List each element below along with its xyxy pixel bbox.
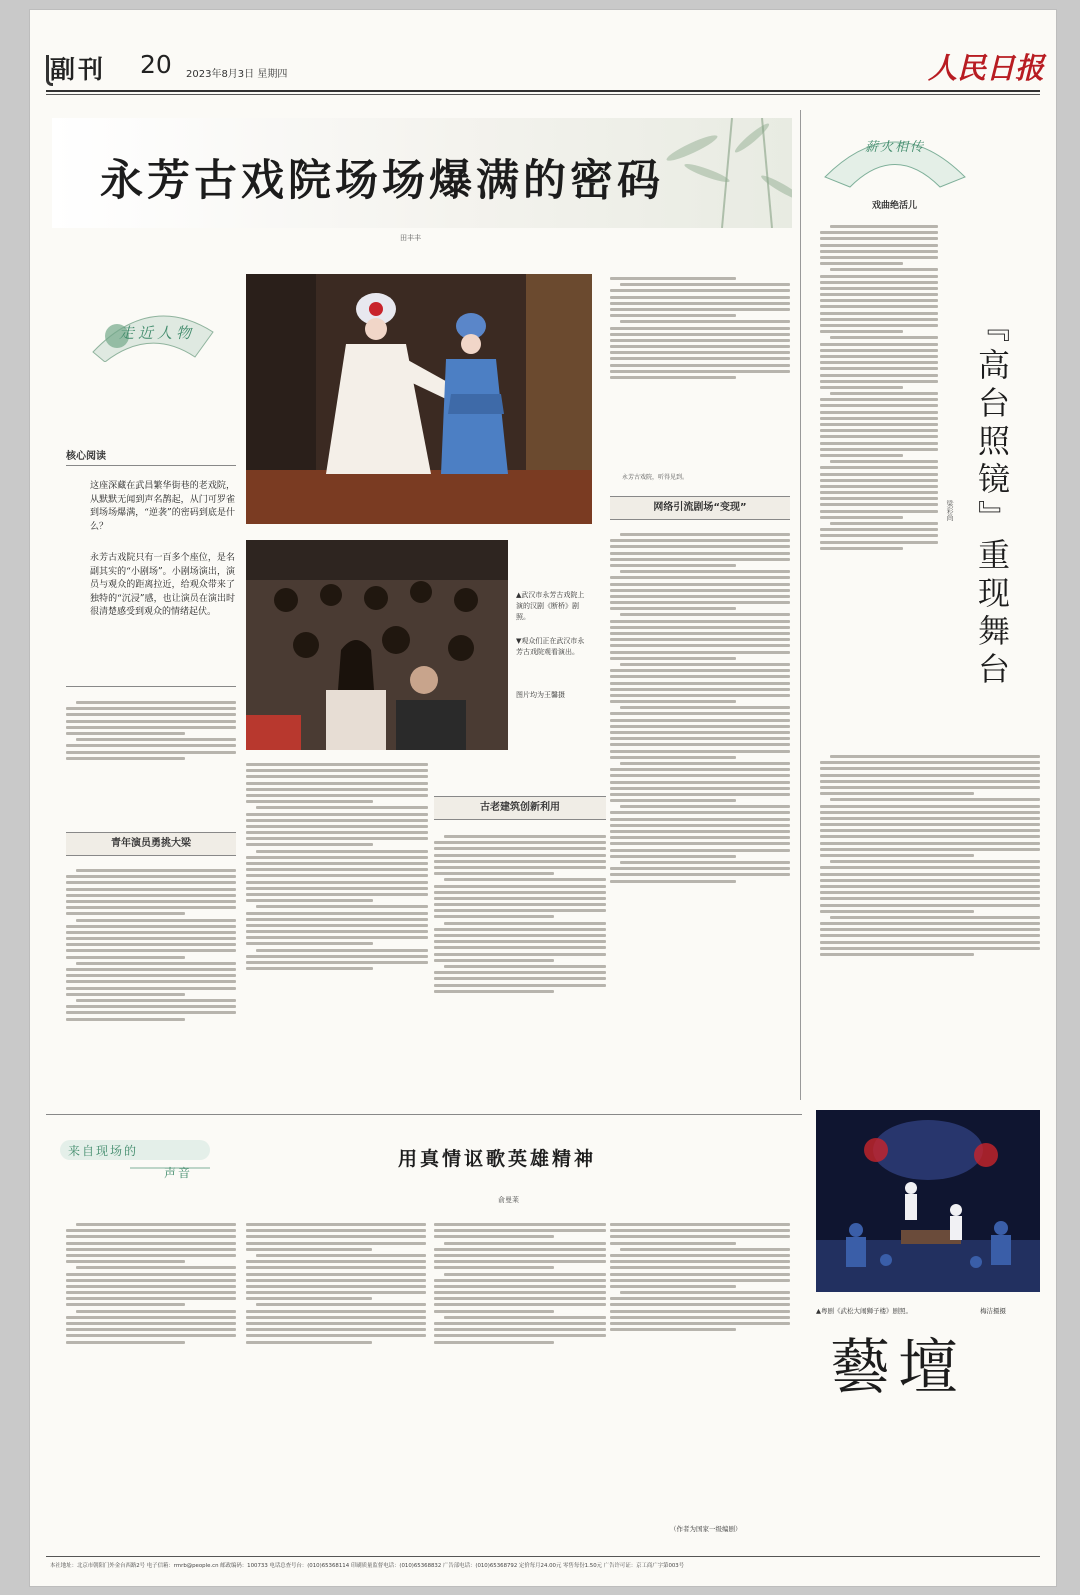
body-column-4-top	[610, 274, 790, 464]
main-title: 永芳古戏院场场爆满的密码	[100, 156, 664, 206]
right-article-author: 梁彩尚	[946, 500, 954, 521]
bottom-column-3	[434, 1220, 606, 1550]
voice-badge-top: 来自现场的	[68, 1144, 139, 1158]
bottom-section-rule	[46, 1114, 802, 1115]
voice-badge-bottom: 声音	[164, 1166, 193, 1180]
page-number: 20	[140, 50, 172, 79]
heritage-fan-icon	[820, 122, 970, 192]
newspaper-page	[30, 10, 1056, 1586]
header-rule	[46, 90, 1040, 92]
right-column-bottom	[820, 752, 1040, 1092]
body-column-left-top	[66, 698, 236, 808]
closing-line: 永芳古戏院，听得见到。	[622, 474, 689, 481]
audience-illustration	[246, 540, 508, 750]
heritage-badge-label: 薪火相传	[864, 140, 925, 155]
issue-date: 2023年8月3日 星期四	[186, 69, 288, 80]
bottom-column-4	[610, 1220, 790, 1520]
subhead-young-actors: 青年演员勇挑大梁	[66, 832, 236, 856]
footer-info: 本社地址：北京市朝阳门外金台西路2号 电子信箱：rmrb@people.cn 邮政编码：100733 电话总查号台：(010)65368114 印刷质量监督电话：(010)65368832 广告部电话：(010)65368792 定价每月24.00元 零售每份1.50元 广告许可证：京工商广字第003号	[50, 1563, 685, 1569]
body-column-4	[610, 530, 790, 1105]
audience-photo	[246, 540, 508, 750]
body-column-left	[66, 866, 236, 1116]
body-column-2	[246, 760, 428, 1105]
summary-paragraph-1: 这座深藏在武昌繁华街巷的老戏院，从默默无闻到声名鹊起，从门可罗雀到场场爆满，“逆袭”的密码到底是什么？	[90, 481, 235, 532]
column-name-art-forum: 藝壇	[830, 1333, 966, 1403]
heritage-badge	[820, 122, 970, 192]
right-column-top	[820, 222, 938, 742]
column-badge-label: 走近人物	[119, 324, 196, 342]
opera-photo-credit: 梅洁摄摄	[980, 1307, 1006, 1315]
subhead-old-building: 古老建筑创新利用	[434, 796, 606, 820]
section-name: 副刊	[50, 55, 107, 84]
summary-paragraph-2: 永芳古戏院只有一百多个座位，是名副其实的“小剧场”。小剧场演出，演员与观众的距离拉近，给观众带来了独特的“沉浸”感，也让演员在演出时很清楚感受到观众的情绪起伏。	[90, 553, 235, 618]
voice-badge	[60, 1138, 220, 1184]
stage-photo	[246, 274, 592, 524]
subhead-network: 网络引流剧场“变现”	[610, 496, 790, 520]
photo-caption-1: ▲武汉市永芳古戏院上演的汉剧《断桥》剧照。	[516, 591, 585, 621]
opera-photo-caption: ▲粤剧《武松大闹狮子楼》剧照。	[816, 1307, 912, 1315]
key-read-label: 核心阅读	[66, 451, 106, 462]
column-badge-people	[85, 302, 220, 362]
right-article-title: 『高台照镜』重现舞台	[973, 310, 1011, 690]
key-read-rule	[66, 465, 236, 466]
body-column-3	[434, 832, 606, 1105]
main-author: 田丰丰	[400, 234, 421, 242]
footer-rule	[46, 1556, 1040, 1557]
summary-rule	[66, 686, 236, 687]
heritage-badge-sub: 戏曲绝活儿	[872, 201, 918, 211]
bottom-author: 俞曼莱	[498, 1196, 519, 1204]
bottom-title: 用真情讴歌英雄精神	[398, 1148, 597, 1170]
opera-stage-illustration	[816, 1110, 1040, 1292]
opera-performers-illustration	[246, 274, 592, 524]
header-rule-thin	[46, 94, 1040, 95]
bottom-column-1	[66, 1220, 236, 1550]
column-divider	[800, 110, 801, 1100]
photo-caption-2: ▼观众们正在武汉市永芳古戏院观看演出。	[516, 637, 585, 656]
photo-credit: 图片均为王馨摄	[516, 691, 565, 699]
paper-logo: 人民日报	[928, 51, 1045, 85]
bottom-column-2	[246, 1220, 426, 1550]
cantonese-opera-photo	[816, 1110, 1040, 1292]
bottom-signature: （作者为国家一级编剧）	[670, 1525, 742, 1533]
